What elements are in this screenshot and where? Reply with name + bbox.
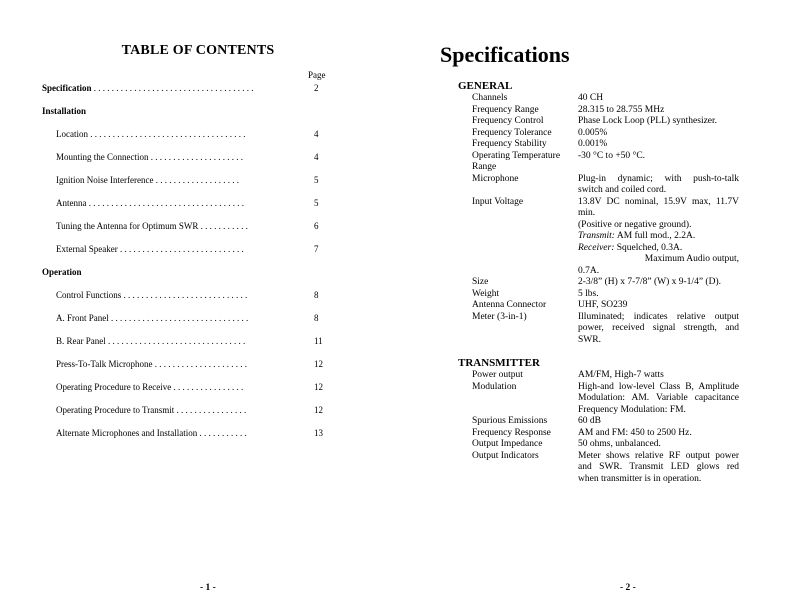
spec-value: 2-3/8” (H) x 7-7/8” (W) x 9-1/4” (D). [578,277,721,287]
toc-leader-dots: . . . . . . . . . . . . . . . . . . . . . . . . . . . . . . . [108,313,249,323]
toc-entry-label: Control Functions [56,290,122,300]
spec-key: Meter (3-in-1) [472,311,527,322]
toc-leader-dots: . . . . . . . . . . . . . . . . . . . . . . . . . . . . . . . . . . . . [91,83,254,93]
spec-value: 40 CH [578,93,604,103]
toc-leader-dots: . . . . . . . . . . . . . . . . . . . . . . . . . . . . . . . . . . . [88,129,246,139]
spec-key: Power output [472,370,523,380]
toc-entry-label: Installation [42,106,87,116]
toc-section-heading[interactable] [0,267,396,281]
toc-page-number: 8 [314,313,319,323]
section-heading-transmitter: TRANSMITTER [458,357,540,369]
toc-entry[interactable] [0,336,396,350]
toc-entry[interactable] [0,290,396,304]
toc-entry[interactable] [0,244,396,258]
spec-key: Input Voltage [472,196,524,207]
toc-entry-label: B. Rear Panel [56,336,106,346]
spec-key: Range [472,162,497,172]
toc-entry-label: Tuning the Antenna for Optimum SWR [56,221,199,231]
spec-value: 0.001% [578,139,608,149]
toc-page-number: 12 [314,405,323,415]
spec-key: Frequency Tolerance [472,127,552,138]
spec-key: Frequency Range [472,104,539,115]
toc-page-number: 4 [314,152,319,162]
spec-key: Output Impedance [472,439,543,449]
toc-entry-label: Location [56,129,88,139]
toc-entry-label: Operating Procedure to Transmit [56,405,175,415]
toc-entry[interactable] [0,129,396,143]
spec-value: 50 ohms, unbalanced. [578,439,661,449]
spec-value: when transmitter is in operation. [578,473,702,484]
spec-value: Plug-in dynamic; with push-to-talk [578,173,739,184]
toc-page-number: 8 [314,290,319,300]
spec-value: 5 lbs. [578,288,599,299]
toc-page-number: 12 [314,382,323,392]
spec-key: Operating Temperature [472,150,561,161]
toc-entry-label: A. Front Panel [56,313,109,323]
spec-key: Spurious Emissions [472,416,548,426]
spec-key: Weight [472,288,500,299]
spec-key: Frequency Control [472,116,544,126]
spec-value: 0.005% [578,127,608,138]
spec-value: (Positive or negative ground). [578,219,692,230]
spec-prefix: Receiver: [578,242,615,253]
toc-entry[interactable] [0,83,396,97]
spec-value: power, received signal strength, and [578,323,739,333]
toc-entry[interactable] [0,152,396,166]
spec-value: AM full mod., 2.2A. [616,231,696,241]
spec-value: Meter shows relative RF output power [578,450,739,461]
spec-key: Modulation [472,381,517,392]
toc-page-number: 7 [314,244,319,254]
page-number-footer: - 2 - [620,583,636,593]
spec-value: 28.315 to 28.755 MHz [578,104,665,115]
toc-entry[interactable] [0,175,396,189]
spec-key: Channels [472,93,508,103]
spec-key: Output Indicators [472,450,539,461]
spec-value: -30 °C to +50 °C. [578,150,646,161]
toc-entry[interactable] [0,428,396,442]
toc-entry-label: Mounting the Connection [56,152,149,162]
spec-value: Illuminated; indicates relative output [578,311,739,322]
toc-leader-dots: . . . . . . . . . . . . . . . . . . . . . [152,359,247,369]
toc-entry[interactable] [0,198,396,212]
spec-value: Frequency Modulation: FM. [578,404,686,415]
toc-entry[interactable] [0,221,396,235]
toc-entry-label: Ignition Noise Interference [56,175,154,185]
spec-value: UHF, SO239 [578,300,628,310]
toc-entry[interactable] [0,382,396,396]
toc-entry-label: Operating Procedure to Receive [56,382,172,392]
toc-leader-dots: . . . . . . . . . . . . . . . . . . . . . . . . . . . . . . . . . . . [86,198,244,208]
toc-page-number: 2 [314,83,319,93]
toc-entry-label: Antenna [56,198,87,208]
spec-value: switch and coiled cord. [578,185,667,195]
spec-key: Size [472,277,489,287]
spec-value: SWR. [578,334,601,345]
spec-value: High-and low-level Class B, Amplitude [578,381,739,392]
spec-key: Antenna Connector [472,300,547,310]
toc-entry-label: Specification [42,83,92,93]
toc-section-heading[interactable] [0,106,396,120]
spec-prefix: Transmit: [578,231,615,241]
toc-leader-dots: . . . . . . . . . . . . . . . . . . . [153,175,239,185]
spec-value: AM/FM, High-7 watts [578,370,664,380]
toc-page-number: 13 [314,428,323,438]
toc-entry-label: Operation [42,267,82,277]
toc-entry[interactable] [0,359,396,373]
toc-leader-dots: . . . . . . . . . . . . . . . . . . . . . . . . . . . . [117,244,244,254]
spec-key: Frequency Stability [472,139,547,149]
toc-page-number: 5 [314,175,319,185]
toc-page-number: 11 [314,336,323,346]
toc-leader-dots: . . . . . . . . . . . [198,221,248,231]
toc-page [0,0,396,613]
spec-value: 0.7A. [578,265,600,276]
section-heading-general: GENERAL [458,80,513,92]
spec-key: Microphone [472,173,519,184]
toc-leader-dots: . . . . . . . . . . . . . . . . [171,382,244,392]
spec-value: Maximum Audio output, [644,254,739,264]
spec-value: AM and FM: 450 to 2500 Hz. [578,427,692,438]
toc-leader-dots: . . . . . . . . . . . . . . . . . . . . . . . . . . . . [121,290,248,300]
toc-page-number: 5 [314,198,319,208]
toc-page-number: 6 [314,221,319,231]
toc-leader-dots: . . . . . . . . . . . [197,428,247,438]
spec-value: Modulation: AM. Variable capacitance [578,393,739,403]
spec-key: Frequency Response [472,427,551,438]
toc-page-column-header: Page [308,70,326,80]
toc-entry-label: External Speaker [56,244,118,254]
toc-leader-dots: . . . . . . . . . . . . . . . . . . . . . [148,152,243,162]
spec-value: and SWR. Transmit LED glows red [578,462,739,472]
spec-value: Squelched, 0.3A. [616,242,683,253]
toc-leader-dots: . . . . . . . . . . . . . . . . . . . . . . . . . . . . . . . [105,336,246,346]
toc-entry[interactable] [0,405,396,419]
toc-entry-label: Alternate Microphones and Installation [56,428,198,438]
spec-value: 13.8V DC nominal, 15.9V max, 11.7V [578,196,739,207]
toc-title: TABLE OF CONTENTS [121,43,275,58]
spec-value: min. [578,208,596,218]
spec-value: Phase Lock Loop (PLL) synthesizer. [578,116,718,126]
toc-entry-label: Press-To-Talk Microphone [56,359,153,369]
specifications-page [396,0,793,613]
page-number-footer: - 1 - [200,583,216,593]
spec-value: 60 dB [578,416,601,426]
toc-page-number: 12 [314,359,323,369]
page-title: Specifications [440,42,570,67]
toc-entry[interactable] [0,313,396,327]
toc-leader-dots: . . . . . . . . . . . . . . . . [174,405,247,415]
toc-page-number: 4 [314,129,319,139]
